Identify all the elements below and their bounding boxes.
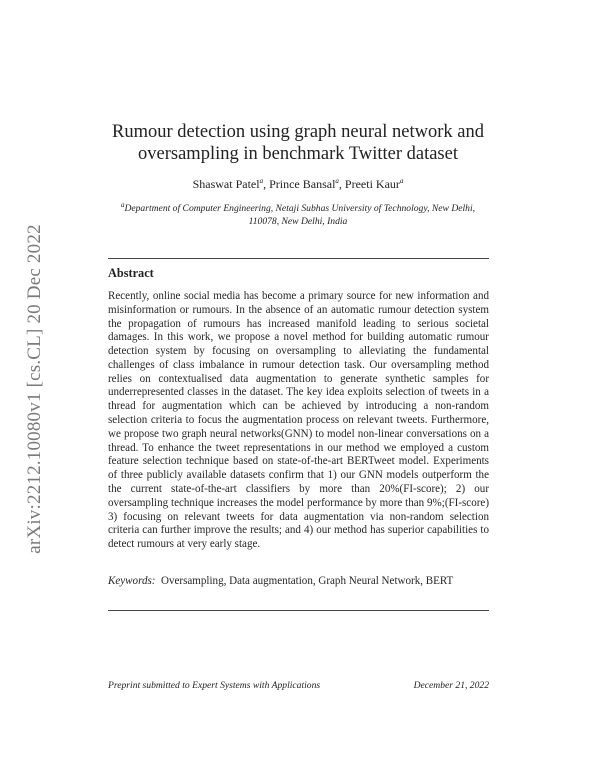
affiliation-text: Department of Computer Engineering, Netaji Subhas University of Technology, New Delhi, 110078, New Delhi, India: [124, 203, 476, 227]
keywords-label: Keywords:: [108, 575, 156, 587]
abstract-body: Recently, online social media has become a primary source for new information and misinformation or rumours. In the absence of an automatic rumour detection system the propagation of rumours has increased manifold leading to serious societal damages. In this work, we propose a novel method for building automatic rumour detection system by focusing on oversampling to alleviating the fundamental challenges of class imbalance in rumour detection task. Our oversampling method relies on contextualised data augmentation to generate synthetic samples for underrepresented classes in the dataset. The key idea exploits selection of tweets in a thread for augmentation which can be achieved by introducing a non-random selection criteria to focus the augmentation process on relevant tweets. Furthermore, we propose two graph neural networks(GNN) to model non-linear conversations on a thread. To enhance the tweet representations in our method we employed a custom feature selection technique based on state-of-the-art BERTweet model. Experiments of three publicly available datasets confirm that 1) our GNN models outperform the the current state-of-the-art classifiers by more than 20%(FI-score); 2) our oversampling technique increases the model performance by more than 9%;(FI-score) 3) focusing on relevant tweets for data augmentation via non-random selection criteria can further improve the results; and 4) our method has superior capabilities to detect rumours at very early stage.: [108, 290, 489, 551]
arxiv-sidebar-stamp: [20, 204, 50, 574]
author-separator: ,: [338, 177, 345, 191]
arxiv-id: arXiv:2212.10080v1 [cs.CL] 20 Dec 2022: [24, 224, 45, 554]
keywords-list: Oversampling, Data augmentation, Graph Neural Network, BERT: [161, 575, 454, 587]
affiliation: [108, 199, 488, 228]
author-name: Shaswat Patel: [192, 177, 260, 191]
abstract-bottom-rule: [108, 610, 489, 611]
abstract-top-rule: [108, 258, 489, 259]
abstract-heading: Abstract: [108, 266, 154, 280]
author-affiliation-mark: a: [399, 177, 404, 185]
footer-submission-note: Preprint submitted to Expert Systems with Applications: [108, 680, 321, 691]
author-affiliation-mark: a: [259, 177, 264, 185]
author-name: Prince Bansal: [269, 177, 336, 191]
author-name: Preeti Kaur: [344, 177, 400, 191]
affiliation-mark: a: [120, 201, 125, 209]
author-separator: ,: [263, 177, 270, 191]
paper-title: [108, 121, 488, 165]
title-line-2: oversampling in benchmark Twitter dataset: [138, 144, 458, 164]
keywords: [108, 575, 489, 589]
author-list: [108, 177, 488, 192]
footer-date: December 21, 2022: [413, 680, 489, 691]
title-line-1: Rumour detection using graph neural network and: [112, 122, 484, 142]
author-affiliation-mark: a: [335, 177, 339, 185]
